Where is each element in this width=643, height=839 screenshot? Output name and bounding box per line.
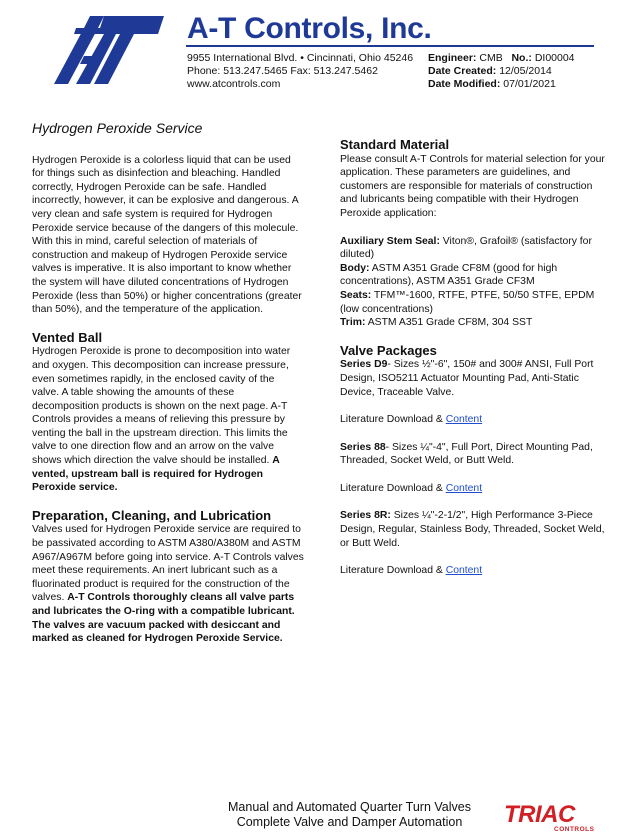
preparation-paragraph — [32, 523, 304, 645]
at-logo — [54, 16, 164, 84]
header-rule — [186, 45, 594, 47]
date-created-label: Date Created: — [428, 65, 497, 77]
spec-label: Trim: — [340, 317, 366, 329]
vented-ball-requirement: A vented, upstream ball is required for Hydrogen Peroxide service. — [32, 455, 280, 494]
address-line: 9955 International Blvd. • Cincinnati, Ohio 45246 — [187, 52, 414, 64]
company-address-block — [187, 52, 413, 91]
phone-line: Phone: 513.247.5465 Fax: 513.247.5462 — [187, 65, 378, 77]
literature-download-text: Literature Download & — [340, 482, 446, 494]
literature-download — [340, 413, 612, 427]
triac-subtext: CONTROLS — [554, 826, 595, 833]
literature-download — [340, 482, 612, 496]
package-item — [340, 358, 612, 399]
document-meta — [428, 52, 575, 91]
content-link[interactable]: Content — [445, 414, 483, 426]
spec-item — [340, 262, 612, 289]
content-link[interactable]: Content — [445, 565, 483, 577]
standard-material-paragraph: Please consult A-T Controls for material selection for your application. These parameters are guidelines, and customers are responsible for materials of construction and lubricants being compatible with their Hydrogen Peroxide application: — [340, 153, 605, 219]
spec-label: Auxiliary Stem Seal: — [340, 235, 440, 247]
spec-value: TFM™-1600, RTFE, PTFE, 50/50 STFE, EPDM (low concentrations) — [340, 289, 595, 315]
literature-download-text: Literature Download & — [340, 414, 446, 426]
date-modified-label: Date Modified: — [428, 78, 501, 90]
footer-tagline — [228, 800, 471, 830]
left-column — [32, 122, 304, 646]
vented-ball-heading: Vented Ball — [32, 329, 103, 345]
doc-number-value: DI00004 — [534, 52, 575, 64]
literature-download-text: Literature Download & — [340, 565, 446, 577]
spec-item — [340, 316, 612, 330]
footer-line-1: Manual and Automated Quarter Turn Valves — [228, 800, 471, 814]
package-item — [340, 509, 612, 550]
company-name: A-T Controls, Inc. — [187, 12, 432, 45]
doc-number-label: No.: — [511, 52, 532, 64]
package-description: - Sizes ½"-6", 150# and 300# ANSI, Full Port Design, ISO5211 Actuator Mounting Pad, Anti-Static Device, Traceable Valve. — [340, 359, 594, 398]
intro-paragraph: Hydrogen Peroxide is a colorless liquid that can be used for things such as disinfection and bleaching. Handled correctly, Hydrogen Peroxide can be safe. Handled incorrectly, however, it can be explosive and dangerous. A very clean and safe system is required for Hydrogen Peroxide service because of the dangers of this molecule. With this in mind, careful selection of materials of construction and makeup of Hydrogen Peroxide service valves is imperative. It is also important to know whether the system will have diluted concentrations of Hydrogen Peroxide (less than 50%) or higher concentrations (greater than 50%), and the temperature of the application. — [32, 154, 302, 316]
preparation-heading: Preparation, Cleaning, and Lubrication — [32, 507, 272, 523]
spec-value: ASTM A351 Grade CF8M, 304 SST — [365, 317, 533, 329]
valve-packages-heading: Valve Packages — [340, 342, 437, 358]
package-item — [340, 441, 612, 468]
package-label: Series D9 — [340, 359, 388, 371]
website: www.atcontrols.com — [187, 78, 281, 90]
package-label: Series 88 — [340, 441, 386, 453]
right-column — [340, 138, 612, 578]
triac-wordmark: TRIAC — [504, 801, 575, 828]
material-spec-list — [340, 235, 612, 330]
date-modified-value: 07/01/2021 — [503, 78, 556, 90]
preparation-text: Valves used for Hydrogen Peroxide service are required to be passivated according to ASTM A380/A380M and ASTM A967/A967M before going into service. A-T Controls valves meet these requirements. An inert lubricant such as a fluorinated product is required for the construction of the valves. — [32, 524, 304, 604]
package-label: Series 8R: — [340, 510, 391, 522]
spec-label: Seats: — [340, 289, 372, 301]
package-description: - Sizes ¼"-4", Full Port, Direct Mounting Pad, Threaded, Socket Weld, or Butt Weld. — [340, 441, 593, 467]
spec-value: Viton®, Grafoil® (satisfactory for diluted) — [340, 235, 592, 261]
content-link[interactable]: Content — [445, 482, 483, 494]
date-created-value: 12/05/2014 — [499, 65, 552, 77]
spec-item — [340, 289, 612, 316]
spec-label: Body: — [340, 262, 370, 274]
vented-ball-text: Hydrogen Peroxide is prone to decomposition into water and oxygen. This decomposition can increase pressure, even sometimes rapidly, in the enclosed cavity of the valve. A table showing the amounts of these decomposition products is shown on the next page. A-T Controls provides a means of relieving this pressure by venting the ball in the upstream direction. This limits the valve to one direction flow and an arrow on the valve shows which direction the valve should be installed. — [32, 346, 291, 467]
literature-download — [340, 564, 612, 578]
package-description: Sizes ¼"-2-1/2", High Performance 3-Piece Design, Regular, Stainless Body, Threaded, Socket Weld, or Butt Weld. — [340, 510, 605, 549]
triac-logo — [504, 801, 600, 837]
preparation-requirement: A-T Controls thoroughly cleans all valve parts and lubricates the O-ring with a compatible lubricant. The valves are vacuum packed with desiccant and marked as cleaned for Hydrogen Peroxide Service. — [32, 592, 295, 645]
footer-line-2: Complete Valve and Damper Automation — [236, 815, 463, 829]
standard-material-heading: Standard Material — [340, 137, 450, 152]
engineer-label: Engineer: — [428, 52, 477, 64]
spec-value: ASTM A351 Grade CF8M (good for high concentrations), ASTM A351 Grade CF3M — [340, 262, 558, 288]
vented-ball-paragraph — [32, 345, 304, 495]
spec-item — [340, 235, 612, 262]
engineer-value: CMB — [479, 52, 503, 64]
document-subtitle: Hydrogen Peroxide Service — [32, 120, 203, 136]
